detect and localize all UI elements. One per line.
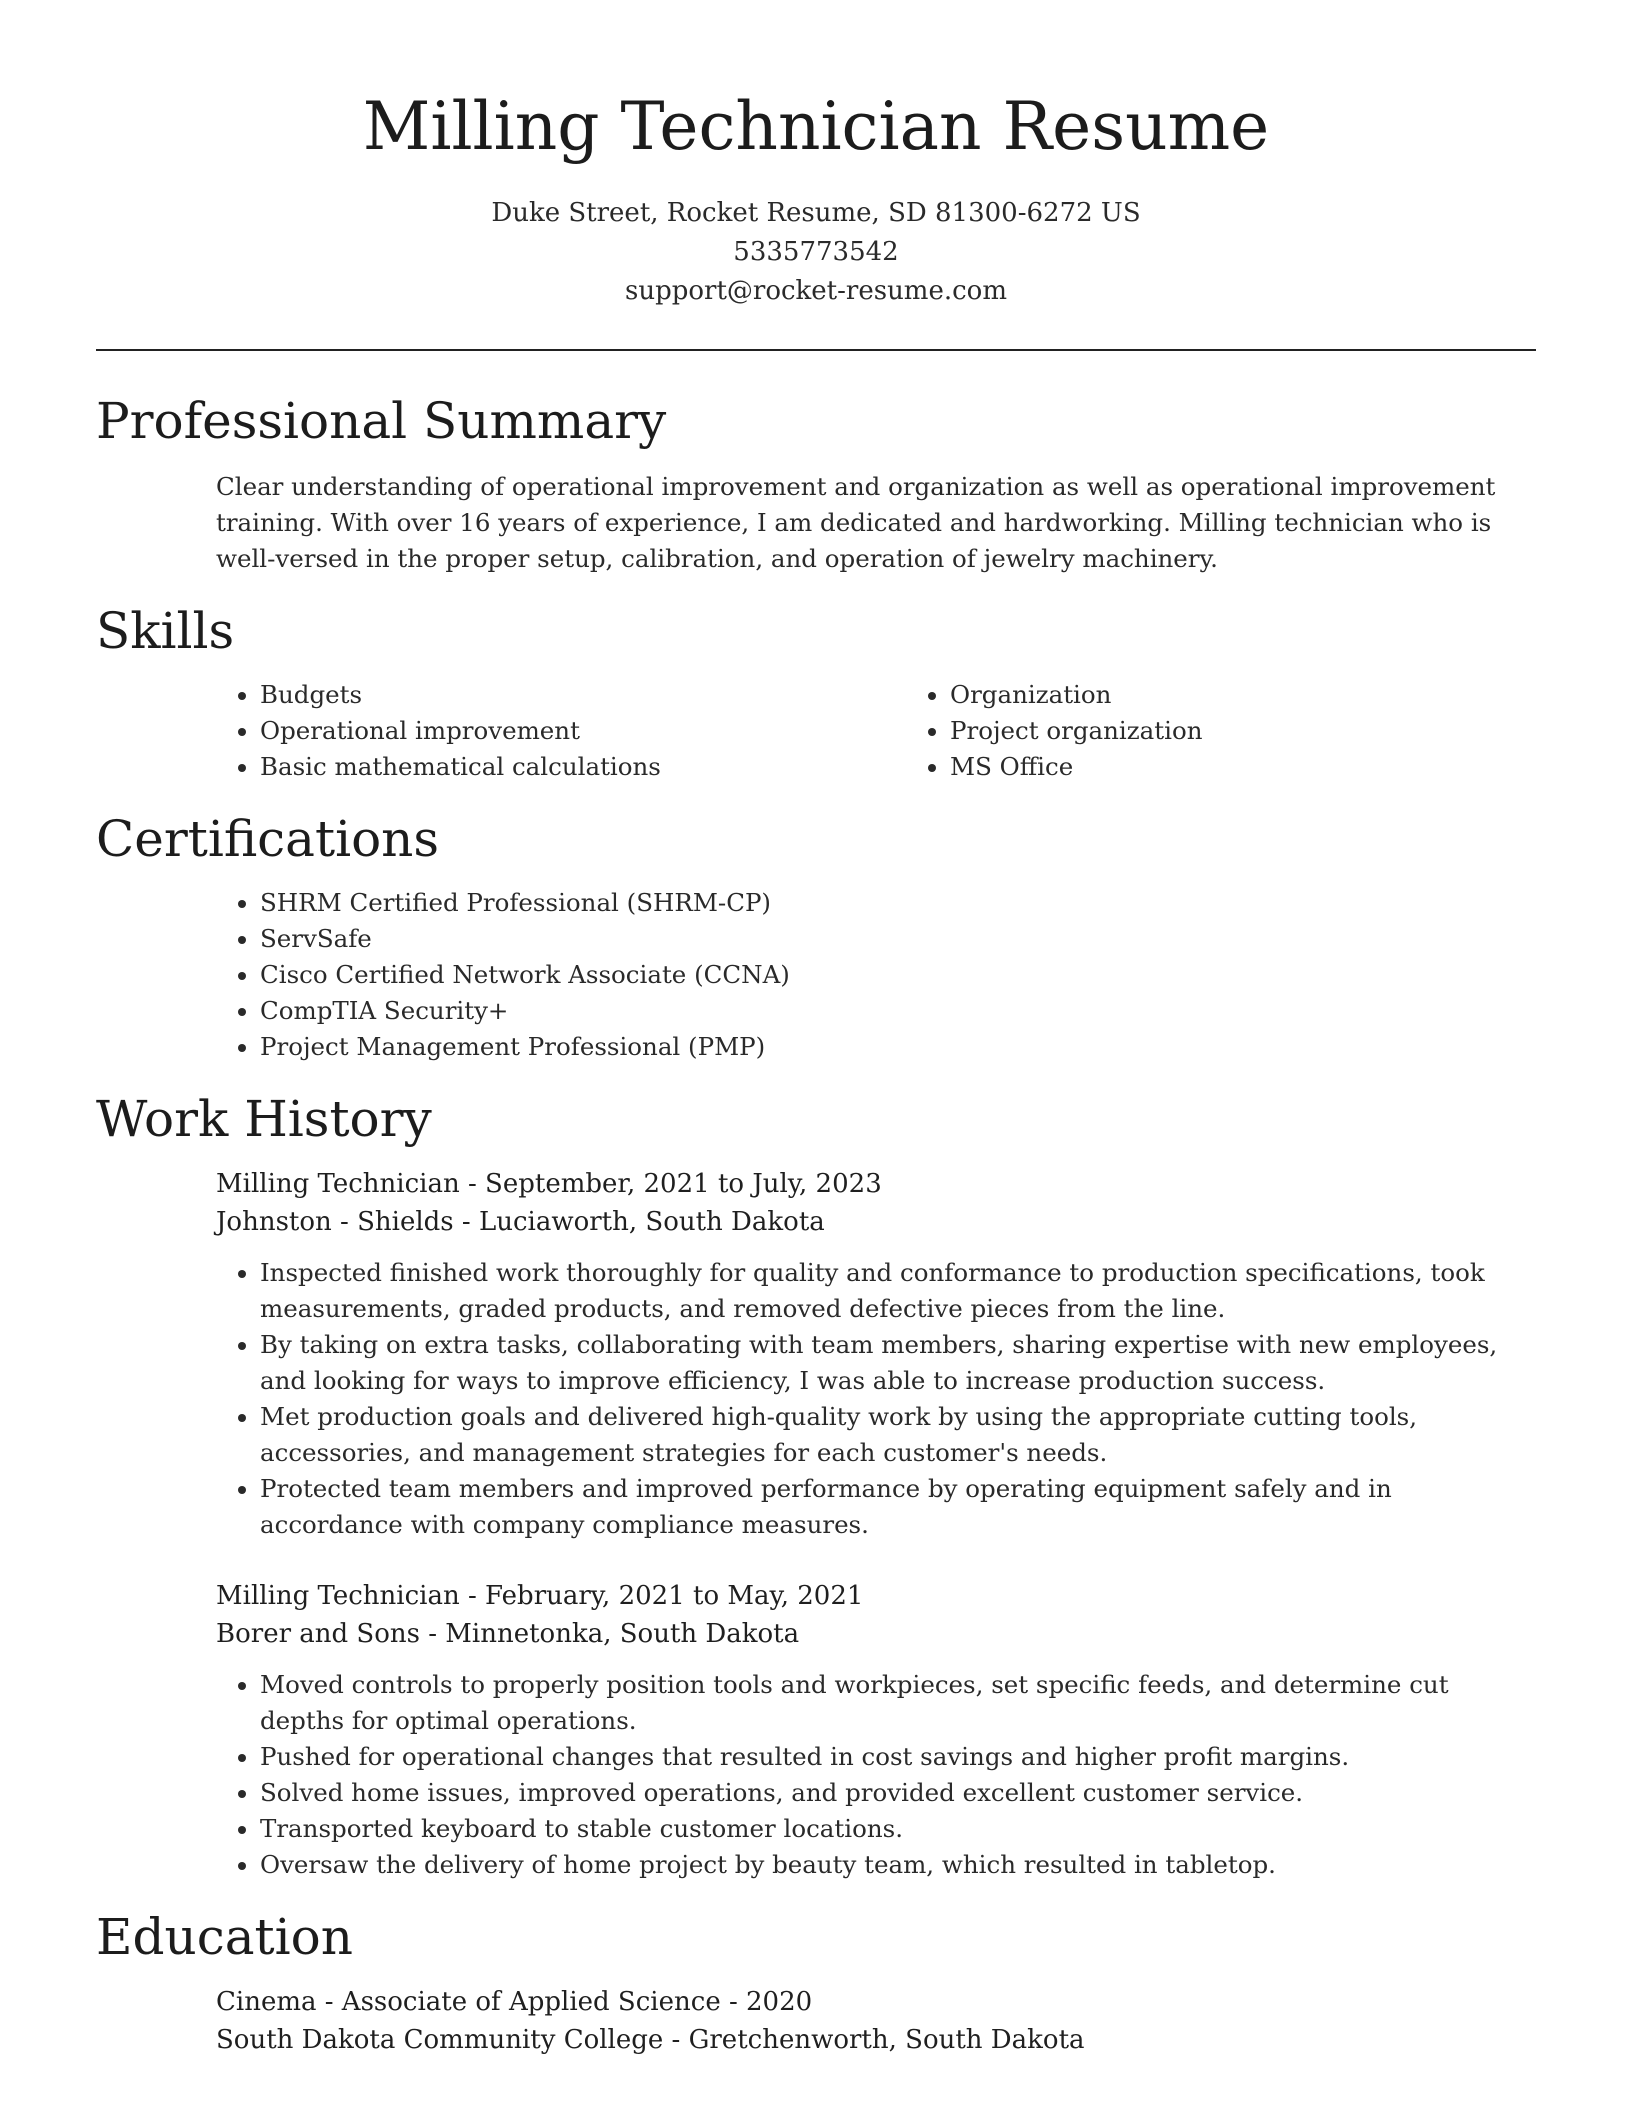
certification-item: • ServSafe xyxy=(260,921,1536,957)
certification-item: • Cisco Certified Network Associate (CCNA) xyxy=(260,957,1536,993)
skill-item: • Budgets xyxy=(260,677,910,713)
job-entry xyxy=(216,1577,1536,1883)
certifications-heading: Certifications xyxy=(96,810,440,868)
job-bullet: • Inspected finished work thoroughly for quality and conformance to production specifications, took measurements, graded products, and removed defective pieces from the line. xyxy=(260,1255,1536,1327)
resume-header xyxy=(96,0,1536,311)
job-bullet: • Protected team members and improved performance by operating equipment safely and in accordance with company compliance measures. xyxy=(260,1471,1536,1543)
resume-title: Milling Technician Resume xyxy=(362,88,1270,165)
skill-item: • Project organization xyxy=(950,713,1203,749)
skills-heading: Skills xyxy=(96,602,235,660)
header-divider xyxy=(96,349,1536,351)
section-education xyxy=(96,1901,1536,2059)
job-bullet: • Solved home issues, improved operations, and provided excellent customer service. xyxy=(260,1775,1536,1811)
skills-column-2 xyxy=(910,677,1203,785)
job-bullets xyxy=(216,1255,1536,1543)
certification-item: • Project Management Professional (PMP) xyxy=(260,1029,1536,1065)
contact-email: support@rocket-resume.com xyxy=(624,276,1007,306)
job-bullet: • Met production goals and delivered high-quality work by using the appropriate cutting tools, accessories, and management strategies for each customer's needs. xyxy=(260,1399,1536,1471)
job-bullet: • Transported keyboard to stable customer locations. xyxy=(260,1811,1536,1847)
skill-item: • Basic mathematical calculations xyxy=(260,749,910,785)
contact-address: Duke Street, Rocket Resume, SD 81300-6272 US xyxy=(491,198,1141,228)
section-certifications xyxy=(96,803,1536,1065)
work-history-heading: Work History xyxy=(96,1090,432,1148)
job-company-line: Johnston - Shields - Luciaworth, South Dakota xyxy=(216,1207,825,1237)
skill-item: • Organization xyxy=(950,677,1203,713)
contact-info xyxy=(96,194,1536,311)
certification-item: • CompTIA Security+ xyxy=(260,993,1536,1029)
skills-grid xyxy=(96,677,1536,785)
section-work-history xyxy=(96,1083,1536,1883)
skill-item: • Operational improvement xyxy=(260,713,910,749)
job-title-line: Milling Technician - September, 2021 to July, 2023 xyxy=(216,1169,882,1199)
section-skills xyxy=(96,595,1536,785)
job-company-line: Borer and Sons - Minnetonka, South Dakota xyxy=(216,1619,800,1649)
job-bullet: • Oversaw the delivery of home project by beauty team, which resulted in tabletop. xyxy=(260,1847,1536,1883)
job-bullets xyxy=(216,1667,1536,1883)
education-entry xyxy=(216,1983,1536,2059)
job-title-line: Milling Technician - February, 2021 to May, 2021 xyxy=(216,1581,864,1611)
job-bullet: • By taking on extra tasks, collaborating with team members, sharing expertise with new employees, and looking for ways to improve efficiency, I was able to increase production success. xyxy=(260,1327,1536,1399)
job-bullet: • Pushed for operational changes that resulted in cost savings and higher profit margins. xyxy=(260,1739,1536,1775)
certifications-list xyxy=(96,885,1536,1065)
summary-heading: Professional Summary xyxy=(96,392,667,450)
job-entry xyxy=(216,1165,1536,1543)
summary-text: Clear understanding of operational improvement and organization as well as operational improvement training. With over 16 years of experience, I am dedicated and hardworking. Milling technician who is well-versed in the proper setup, calibration, and operation of jewelry machinery. xyxy=(216,472,1496,573)
job-bullet: • Moved controls to properly position tools and workpieces, set specific feeds, and determine cut depths for optimal operations. xyxy=(260,1667,1536,1739)
section-summary xyxy=(96,385,1536,577)
education-degree-line: Cinema - Associate of Applied Science - 2020 xyxy=(216,1987,813,2017)
education-school-line: South Dakota Community College - Gretchenworth, South Dakota xyxy=(216,2025,1085,2055)
education-heading: Education xyxy=(96,1908,353,1966)
skill-item: • MS Office xyxy=(950,749,1203,785)
skills-column-1 xyxy=(96,677,910,785)
certification-item: • SHRM Certified Professional (SHRM-CP) xyxy=(260,885,1536,921)
contact-phone: 5335773542 xyxy=(733,237,899,267)
